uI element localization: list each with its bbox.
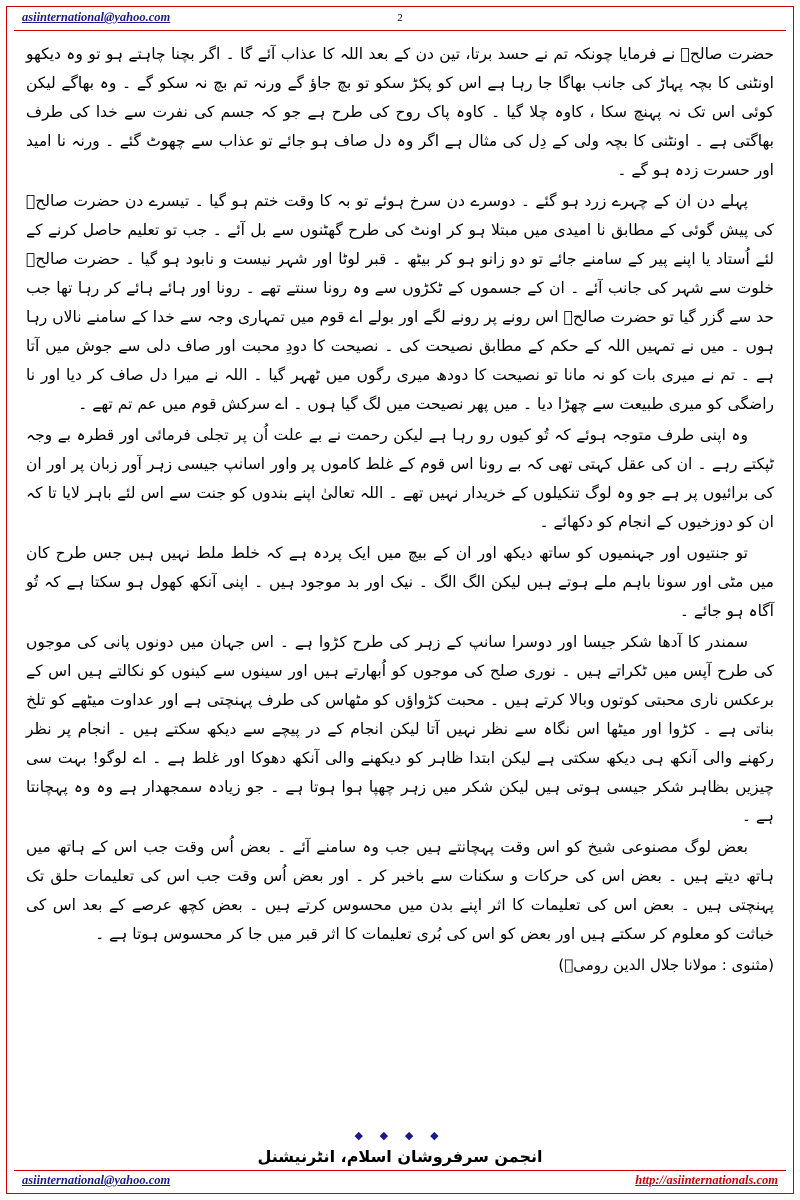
paragraph-5: سمندر کا آدھا شکر جیسا اور دوسرا سانپ کے زہر کی طرح کڑوا ہے ۔ اس جہان میں دونوں پانی کی موجوں کی طرح آپس میں ٹکراتے ہیں ۔ نوری صلح کی موجوں کو اُبھارتے ہیں اور سینوں سے کینوں کو نکالتے ہیں اس کے برعکس ناری محبتی کوتوں وبالا کرتے ہیں ۔ محبت کڑواؤں کو مٹھاس کی طرف پہنچتی ہے اور عداوت میٹھے کو تلخ بناتی ہے ۔ کڑوا اور میٹھا اس نگاہ سے نظر نہیں آتا لیکن انجام کے در پیچے سے دیکھ سکتے ہیں ۔ انجام پر نظر رکھنے والی آنکھ ہی دیکھ سکتی ہے لیکن ابتدا ظاہر کو دیکھنے والی آنکھ دھوکا اور غلط ہے ۔ اے لوگو! بہت سی چیزیں بظاہر شکر جیسی ہوتی ہیں لیکن شکر میں زہر چھپا ہوا ہوتا ہے ۔ جو زیادہ سمجھدار ہے وہ وہ پہچانتا ہے ۔ xyxy=(26,633,774,825)
ornament-divider: ◆ ◆ ◆ ◆ xyxy=(354,1130,446,1142)
paragraph-2: پہلے دن ان کے چہرے زرد ہو گئے ۔ دوسرے دن سرخ ہوئے تو بہ کا وقت ختم ہو گیا ۔ تیسرے دن حضرت صالحؑ کی پیش گوئی کے مطابق نا امیدی میں مبتلا ہو کر اونٹ کی طرح گھٹنوں سے بل آئے ۔ جب تو تعلیم حاصل کرنے کے لئے اُستاد یا اپنے پیر کے سامنے جائے تو دو زانو ہو کر بیٹھ ۔ قبر لوٹا اور شہر نیست و نابود ہو گیا ۔ حضرت صالحؑ خلوت سے شہر کی جانب آئے ۔ ان کے جسموں کے ٹکڑوں سے وہ رونا سنتے تھے ۔ رونا اور ہائے ہائے کر رہا تھا جب حد سے گزر گیا تو حضرت صالحؑ اس رونے پر رونے لگے اور بولے اے قوم میں تمہاری وجہ سے خدا کے سامنے نالاں رہا ہوں ۔ میں نے تمہیں اللہ کے حکم کے مطابق نصیحت کی ۔ نصیحت کا دودِ محبت اور صاف دلی سے جوش میں آتا ہے ۔ تم نے میری بات کو نہ مانا تو نصیحت کا دودھ میری رگوں میں ٹھہر گیا ۔ اللہ نے میرا دل صاف کر دیا اور نا راضگی کو میری طبیعت سے چھڑا دیا ۔ میں پھر نصیحت میں لگ گیا ہوں ۔ اے سرکش قوم میں عم تم تھے ۔ xyxy=(26,192,774,413)
page-number: 2 xyxy=(397,12,403,24)
header-email-link[interactable]: asiinternational@yahoo.com xyxy=(22,10,171,24)
footer-website-link[interactable]: http://asiinternationals.com xyxy=(635,1173,778,1187)
footer-email-link[interactable]: asiinternational@yahoo.com xyxy=(22,1173,171,1187)
organization-name: انجمن سرفروشان اسلام، انٹرنیشنل xyxy=(257,1147,543,1166)
paragraph-6: بعض لوگ مصنوعی شیخ کو اس وقت پہچانتے ہیں جب وہ سامنے آئے ۔ بعض اُس وقت جب اس کے ہاتھ میں ہاتھ دیتے ہیں ۔ بعض اس کی حرکات و سکنات سے باخبر کر ۔ اور بعض اُس وقت جب اس کی تعلیمات حلق تک پہنچتی ہیں ۔ بعض اس کی تعلیمات کا اثر اپنے بدن میں محسوس کرتے ہیں ۔ بعض کچھ عرصے کے بعد اس کی خباثت کو معلوم کر سکتے ہیں اور بعض کو اس کی بُری تعلیمات کا اثر قبر میں جا کر محسوس ہوتا ہے ۔ xyxy=(26,838,774,943)
page-footer xyxy=(14,1170,786,1192)
footer-divider xyxy=(14,1170,786,1171)
header-divider xyxy=(14,30,786,31)
paragraph-4: تو جنتیوں اور جہنمیوں کو ساتھ دیکھ اور ان کے بیچ میں ایک پردہ ہے کہ خلط ملط نہیں ہیں جس طرح کان میں مٹی اور سونا باہم ملے ہوتے ہیں لیکن الگ الگ ۔ نیک اور بد موجود ہیں ۔ اپنی آنکھ کھول ہو سکتا ہے کہ تُو آگاہ ہو جائے ۔ xyxy=(26,544,774,620)
paragraph-3: وہ اپنی طرف متوجہ ہوئے کہ تُو کیوں رو رہا ہے لیکن رحمت نے بے علت اُن پر تجلی فرمائی اور قطرہ بے وجہ ٹپکتے رہے ۔ ان کی عقل کہتی تھی کہ بے رونا اس قوم کے غلط کاموں پر واور اسانپ جیسی زہر آور زبان پر اور ان کی برائیوں پر ہے جو وہ لوگ تنکیلوں کے خریدار نہیں تھے ۔ اللہ تعالیٰ اپنے بندوں کو جنت سے اس لئے باہر لایا تا کہ ان کو دوزخیوں کے انجام کو دکھائے ۔ xyxy=(26,426,774,531)
document-body xyxy=(26,40,774,1104)
page-header xyxy=(14,10,786,32)
source-attribution: (مثنوی : مولانا جلال الدین رومیؒ) xyxy=(558,956,774,974)
paragraph-1: حضرت صالحؑ نے فرمایا چونکہ تم نے حسد برتا، تین دن کے بعد اللہ کا عذاب آئے گا ۔ اگر بچنا چاہتے ہو تو وہ دیکھو اونٹنی کا بچہ پہاڑ کی جانب بھاگا جا رہا ہے اس کو پکڑ سکو تو بچ جاؤ گے ورنہ تم بچ نہ سکو گے ۔ وہ بھاگے لیکن کوئی اس تک نہ پہنچ سکا ، کاوہ چلا گیا ۔ کاوہ پاک روح کی طرح ہے جو کہ جسم کی نفرت سے خدا کی طرف بھاگتی ہے ۔ اونٹنی کا بچہ ولی کے دِل کی مثال ہے اگر وہ دل صاف ہو جائے تو عذاب سے چھوٹ گئے ۔ ورنہ نا امید اور حسرت زدہ ہو گے ۔ xyxy=(26,45,774,179)
